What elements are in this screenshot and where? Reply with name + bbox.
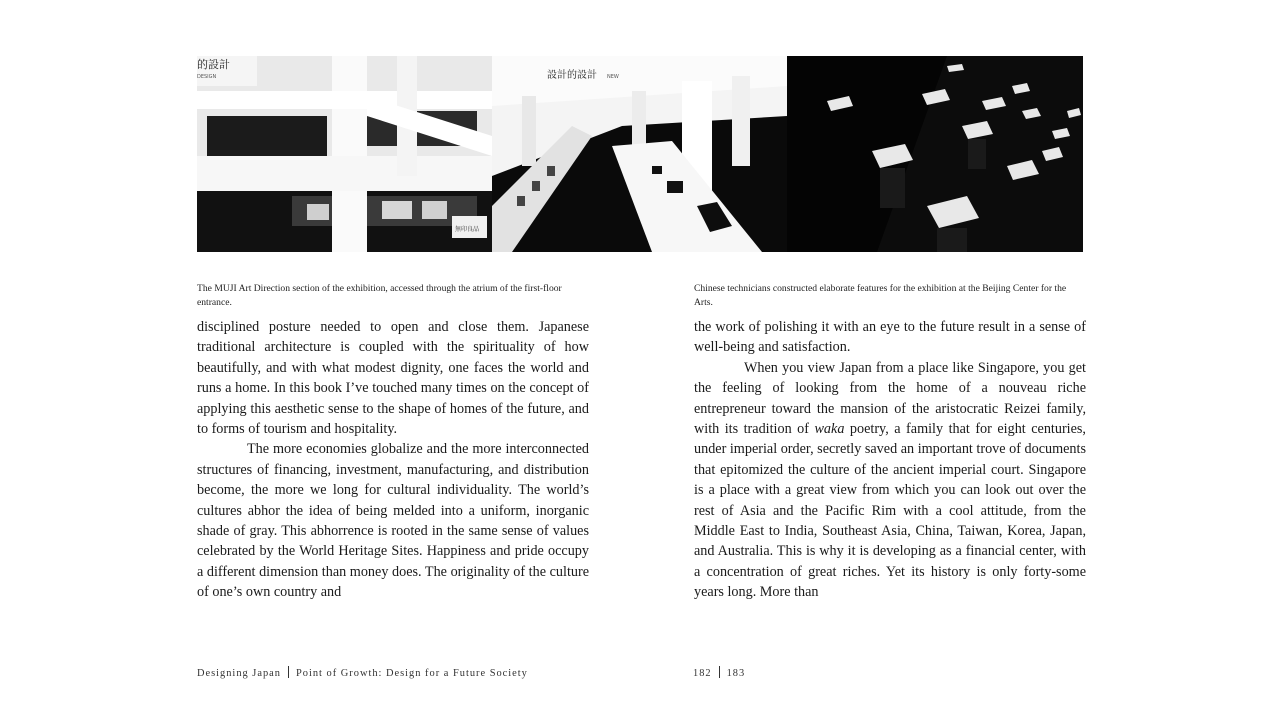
- photo-dark-gallery: [787, 56, 1083, 252]
- right-paragraph-2-part-a: When you view Japan from a place like Singapore, you get the feeling of looking from the home of a nouveau riche entrepreneur toward the mansion of the aristocratic Reizei family, with its tradition of: [694, 359, 1086, 438]
- book-title: Designing Japan: [197, 668, 281, 679]
- photo-middle-sign-small: NEW: [607, 74, 619, 80]
- photo-left-sign: 的設計: [197, 58, 230, 71]
- photo-middle-sign: 設計的設計: [547, 70, 597, 81]
- right-paragraph-2-emphasis: waka: [814, 421, 845, 438]
- right-paragraph-1: the work of polishing it with an eye to the future result in a sense of well-being and satisfaction.: [694, 319, 1086, 356]
- footer-separator: [288, 666, 289, 678]
- right-column: [694, 317, 1086, 603]
- photo-floor-sign: 無印良品: [455, 226, 480, 233]
- page-number-left: 182: [693, 668, 712, 679]
- photo-left-sign-small: DESIGN: [197, 74, 217, 80]
- page-numbers: [693, 666, 745, 679]
- right-paragraph-2: [694, 358, 1086, 603]
- left-paragraph-2: The more economies globalize and the more interconnected structures of financing, investment, manufacturing, and distribution become, the more we long for cultural individuality. The world’s cultures abhor the idea of being melded into a uniform, inorganic shade of gray. This abhorrence is rooted in the same sense of values celebrated by the World Heritage Sites. Happiness and pride occupy a different dimension than money does. The originality of the culture of one’s own country and: [197, 441, 589, 601]
- caption-left: The MUJI Art Direction section of the exhibition, accessed through the atrium of the first-floor entrance.: [197, 283, 562, 308]
- chapter-title: Point of Growth: Design for a Future Society: [295, 668, 528, 679]
- left-paragraph-1: disciplined posture needed to open and close them. Japanese traditional architecture is coupled with the spirituality of how beautifully, and with what modest dignity, one faces the world and runs a home. In this book I’ve touched many times on the concept of applying this aesthetic sense to the shape of homes of the future, and to forms of tourism and hospitality.: [197, 319, 589, 438]
- page-number-separator: [719, 666, 720, 678]
- caption-right: Chinese technicians constructed elaborate features for the exhibition at the Beijing Center for the Arts.: [694, 283, 1067, 308]
- right-paragraph-2-part-b: poetry, a family that for eight centuries, under imperial order, secretly saved an important trove of documents that epitomized the culture of the ancient imperial court. Singapore is a place with a great view from which you can look out over the rest of Asia and the Pacific Rim with a cool attitude, from the Middle East to India, Southeast Asia, China, Taiwan, Korea, Japan, and Australia. This is why it is developing as a financial center, with a concentration of great riches. Yet its history is only forty-some years long. More than: [694, 421, 1086, 601]
- photo-exhibition-hall: [492, 56, 787, 252]
- photo-strip: [197, 56, 1083, 252]
- page-number-right: 183: [726, 668, 746, 679]
- photo-muji-atrium: [197, 56, 492, 252]
- running-footer-left: [197, 666, 528, 679]
- left-column: [197, 317, 589, 603]
